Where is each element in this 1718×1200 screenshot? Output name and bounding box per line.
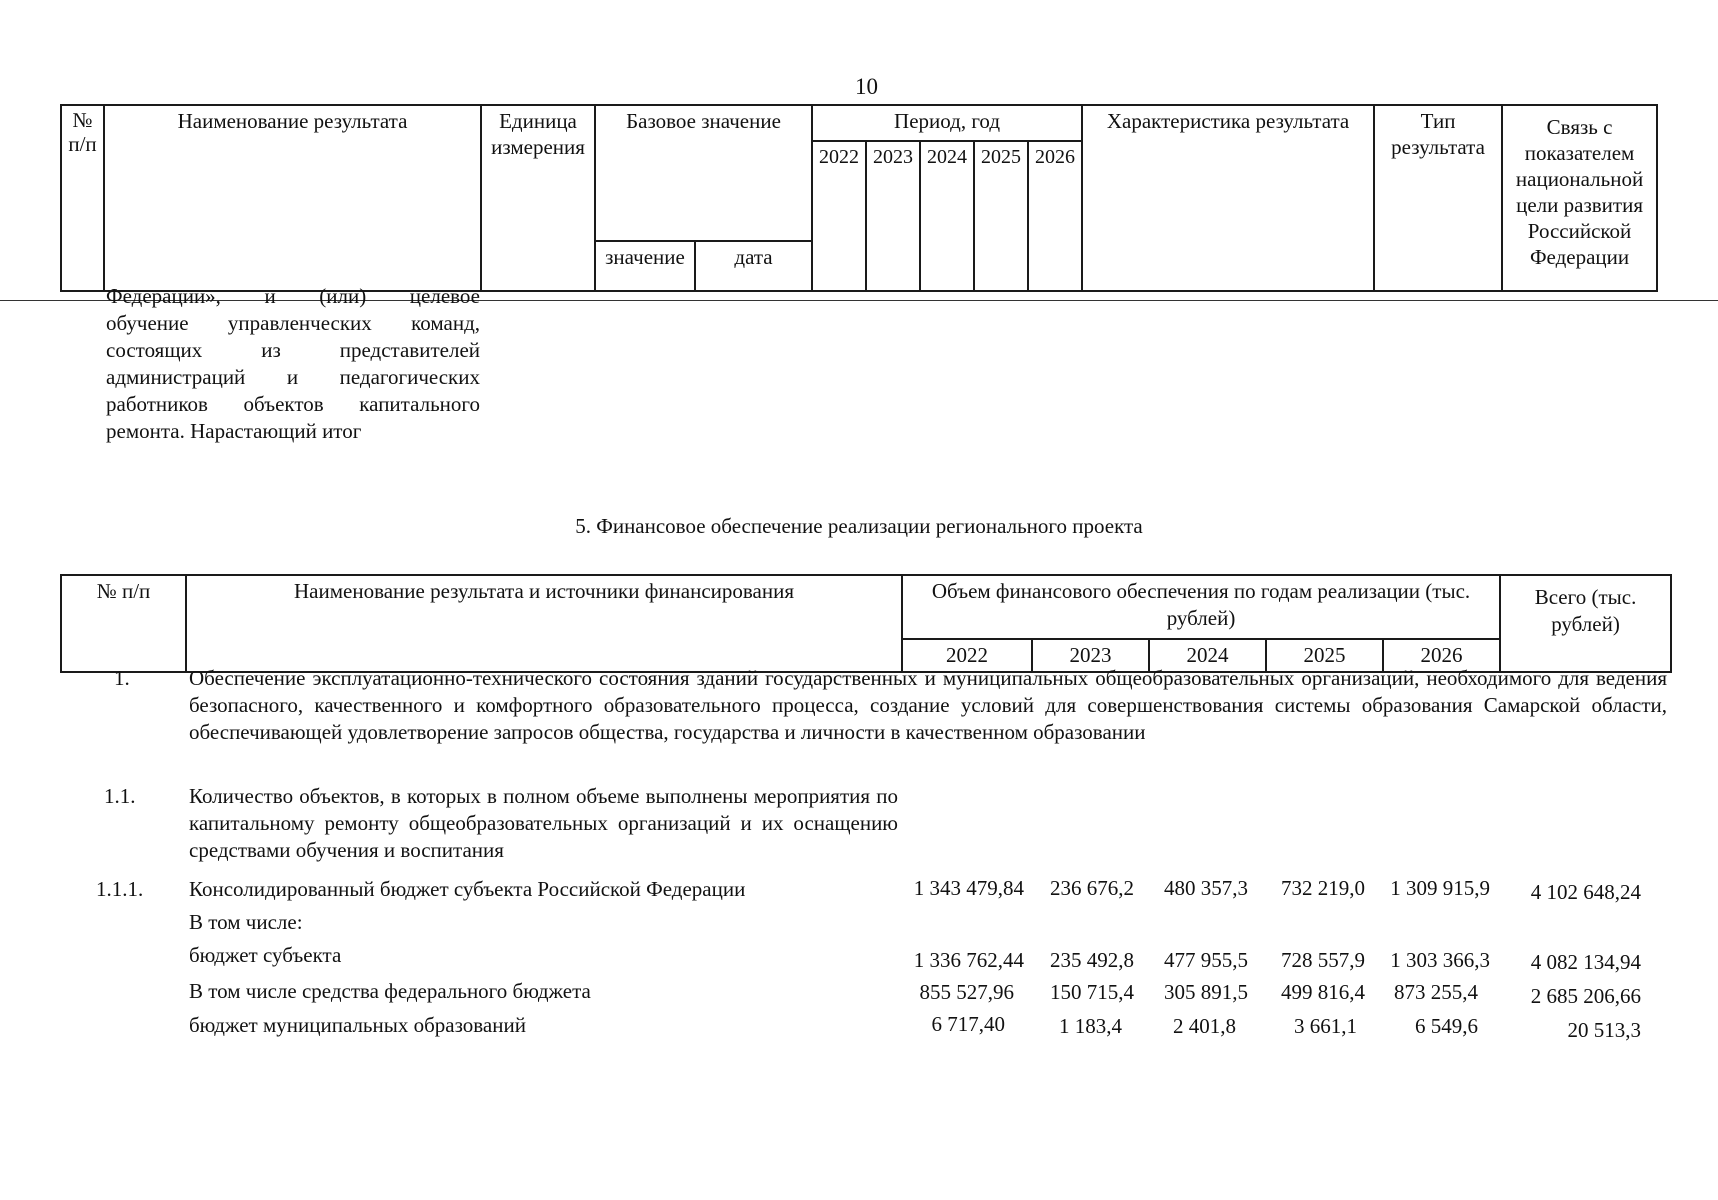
municipal-total: 20 513,3 [1567,1018,1641,1042]
row-1-1-1-label: Консолидированный бюджет субъекта Российской Федерации [189,877,746,901]
col-name-header: Наименование результата [104,105,481,291]
subject-budget-label: бюджет субъекта [189,943,342,967]
municipal-value-2022: 6 717,40 [931,1012,1005,1036]
municipal-value-2026: 6 549,6 [1415,1014,1478,1038]
row-1-text: Обеспечение эксплуатационно-технического состояния зданий государственных и муниципальных общеобразовательных организаций, необходимого для ведения безопасного, качественного и комфортного образовательного процесса, создание условий для совершенствования системы образования Самарской области, обеспечивающей удовлетворение запросов общества, государства и личности в качественном образовании [189,666,1667,744]
page-number: 10 [855,74,878,99]
col-link-header: Связь с показателем национальной цели развития Российской Федерации [1502,105,1657,291]
federal-budget-label: В том числе средства федерального бюджета [189,979,591,1003]
year-2024: 2024 [920,141,974,291]
continuation-rest: обучение управленческих команд, состоящих из представителей администраций и педагогических работников объектов капитального ремонта. Нарастающий итог [106,311,480,443]
federal-value-2026: 873 255,4 [1394,980,1478,1004]
row-1-1-1-total: 4 102 648,24 [1530,880,1641,904]
federal-total: 2 685 206,66 [1530,984,1641,1008]
col-unit-header: Единица измерения [481,105,595,291]
row-1-1-text: Количество объектов, в которых в полном объеме выполнены мероприятия по капитальному ремонту общеобразовательных организаций и их оснащению средствами обучения и воспитания [189,784,898,862]
row-1-1-1-value-2026: 1 309 915,9 [1390,876,1490,900]
row-1-1-1-value-2024: 480 357,3 [1164,876,1248,900]
fin-year-2024: 2024 [1149,639,1266,672]
subject-value-2022: 1 336 762,44 [913,948,1024,972]
results-header-table [60,104,1658,292]
col-num-header: № п/п [61,105,104,291]
row-1-number: 1. [114,666,130,690]
continuation-line-1: Федерации», и (или) целевое [106,284,480,308]
municipal-value-2025: 3 661,1 [1294,1014,1357,1038]
municipal-budget-label: бюджет муниципальных образований [189,1013,526,1037]
subject-value-2024: 477 955,5 [1164,948,1248,972]
fin-year-2023: 2023 [1032,639,1149,672]
fin-year-2025: 2025 [1266,639,1383,672]
row-1-1-number: 1.1. [104,784,136,808]
row-1-1-1-value-2023: 236 676,2 [1050,876,1134,900]
fin-col-name-header: Наименование результата и источники финансирования [186,575,902,672]
subject-value-2026: 1 303 366,3 [1390,948,1490,972]
including-label: В том числе: [189,910,303,934]
col-base-value-header: значение [595,241,695,291]
fin-year-2026: 2026 [1383,639,1500,672]
row-1-1-1-value-2025: 732 219,0 [1281,876,1365,900]
fin-col-num-header: № п/п [61,575,186,672]
fin-year-2022: 2022 [902,639,1032,672]
col-char-header: Характеристика результата [1082,105,1374,291]
col-base-header: Базовое значение [595,105,812,241]
row-1-1-1-number: 1.1.1. [96,877,144,901]
col-period-header: Период, год [812,105,1082,141]
subject-total: 4 082 134,94 [1530,950,1641,974]
col-type-header: Тип результата [1374,105,1502,291]
financing-header-table [60,574,1672,673]
year-2026: 2026 [1028,141,1082,291]
col-base-date-header: дата [695,241,812,291]
federal-value-2022: 855 527,96 [919,980,1014,1004]
fin-col-total-header: Всего (тыс. рублей) [1500,575,1671,672]
year-2025: 2025 [974,141,1028,291]
continuation-text [106,283,480,445]
federal-value-2025: 499 816,4 [1281,980,1365,1004]
year-2023: 2023 [866,141,920,291]
row-1-1-1-value-2022: 1 343 479,84 [913,876,1024,900]
municipal-value-2023: 1 183,4 [1059,1014,1122,1038]
section-title: 5. Финансовое обеспечение реализации регионального проекта [575,514,1143,538]
federal-value-2024: 305 891,5 [1164,980,1248,1004]
year-2022: 2022 [812,141,866,291]
subject-value-2025: 728 557,9 [1281,948,1365,972]
fin-col-volume-header: Объем финансового обеспечения по годам реализации (тыс. рублей) [902,575,1500,639]
subject-value-2023: 235 492,8 [1050,948,1134,972]
federal-value-2023: 150 715,4 [1050,980,1134,1004]
municipal-value-2024: 2 401,8 [1173,1014,1236,1038]
